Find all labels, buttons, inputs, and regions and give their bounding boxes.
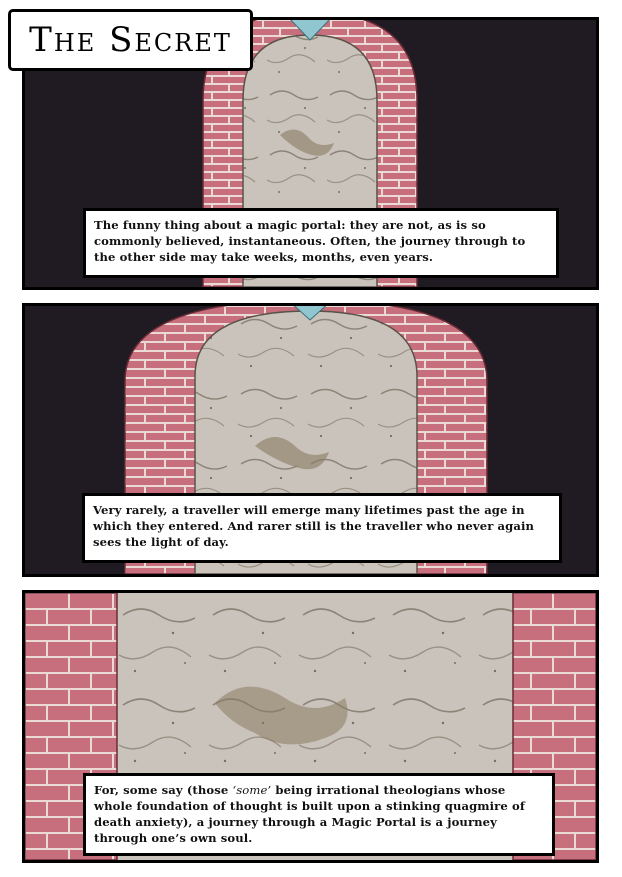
comic-panel-3: [22, 590, 599, 863]
panel-2-caption: Very rarely, a traveller will emerge many lifetimes past the age in which they entered. And rarer still is the traveller who never again sees the light of day.: [82, 493, 562, 563]
panel-3-caption-part-2: being irrational theologians whose whole foundation of thought is built upon a stinking quagmire of death anxiety), a journey through a Magic Portal is a journey through one’s own soul.: [94, 783, 525, 845]
panel-1-caption: The funny thing about a magic portal: they are not, as is so commonly believed, instantaneous. Often, the journey through to the other side may take weeks, months, even years.: [83, 208, 559, 278]
panel-3-caption: [83, 773, 555, 856]
panel-3-caption-part-1: For, some say (those: [94, 783, 233, 797]
comic-panel-2: [22, 303, 599, 577]
panel-3-caption-emphasis: ‘some’: [232, 783, 272, 797]
comic-title-box: [8, 9, 253, 71]
comic-title: The Secret: [29, 20, 232, 60]
